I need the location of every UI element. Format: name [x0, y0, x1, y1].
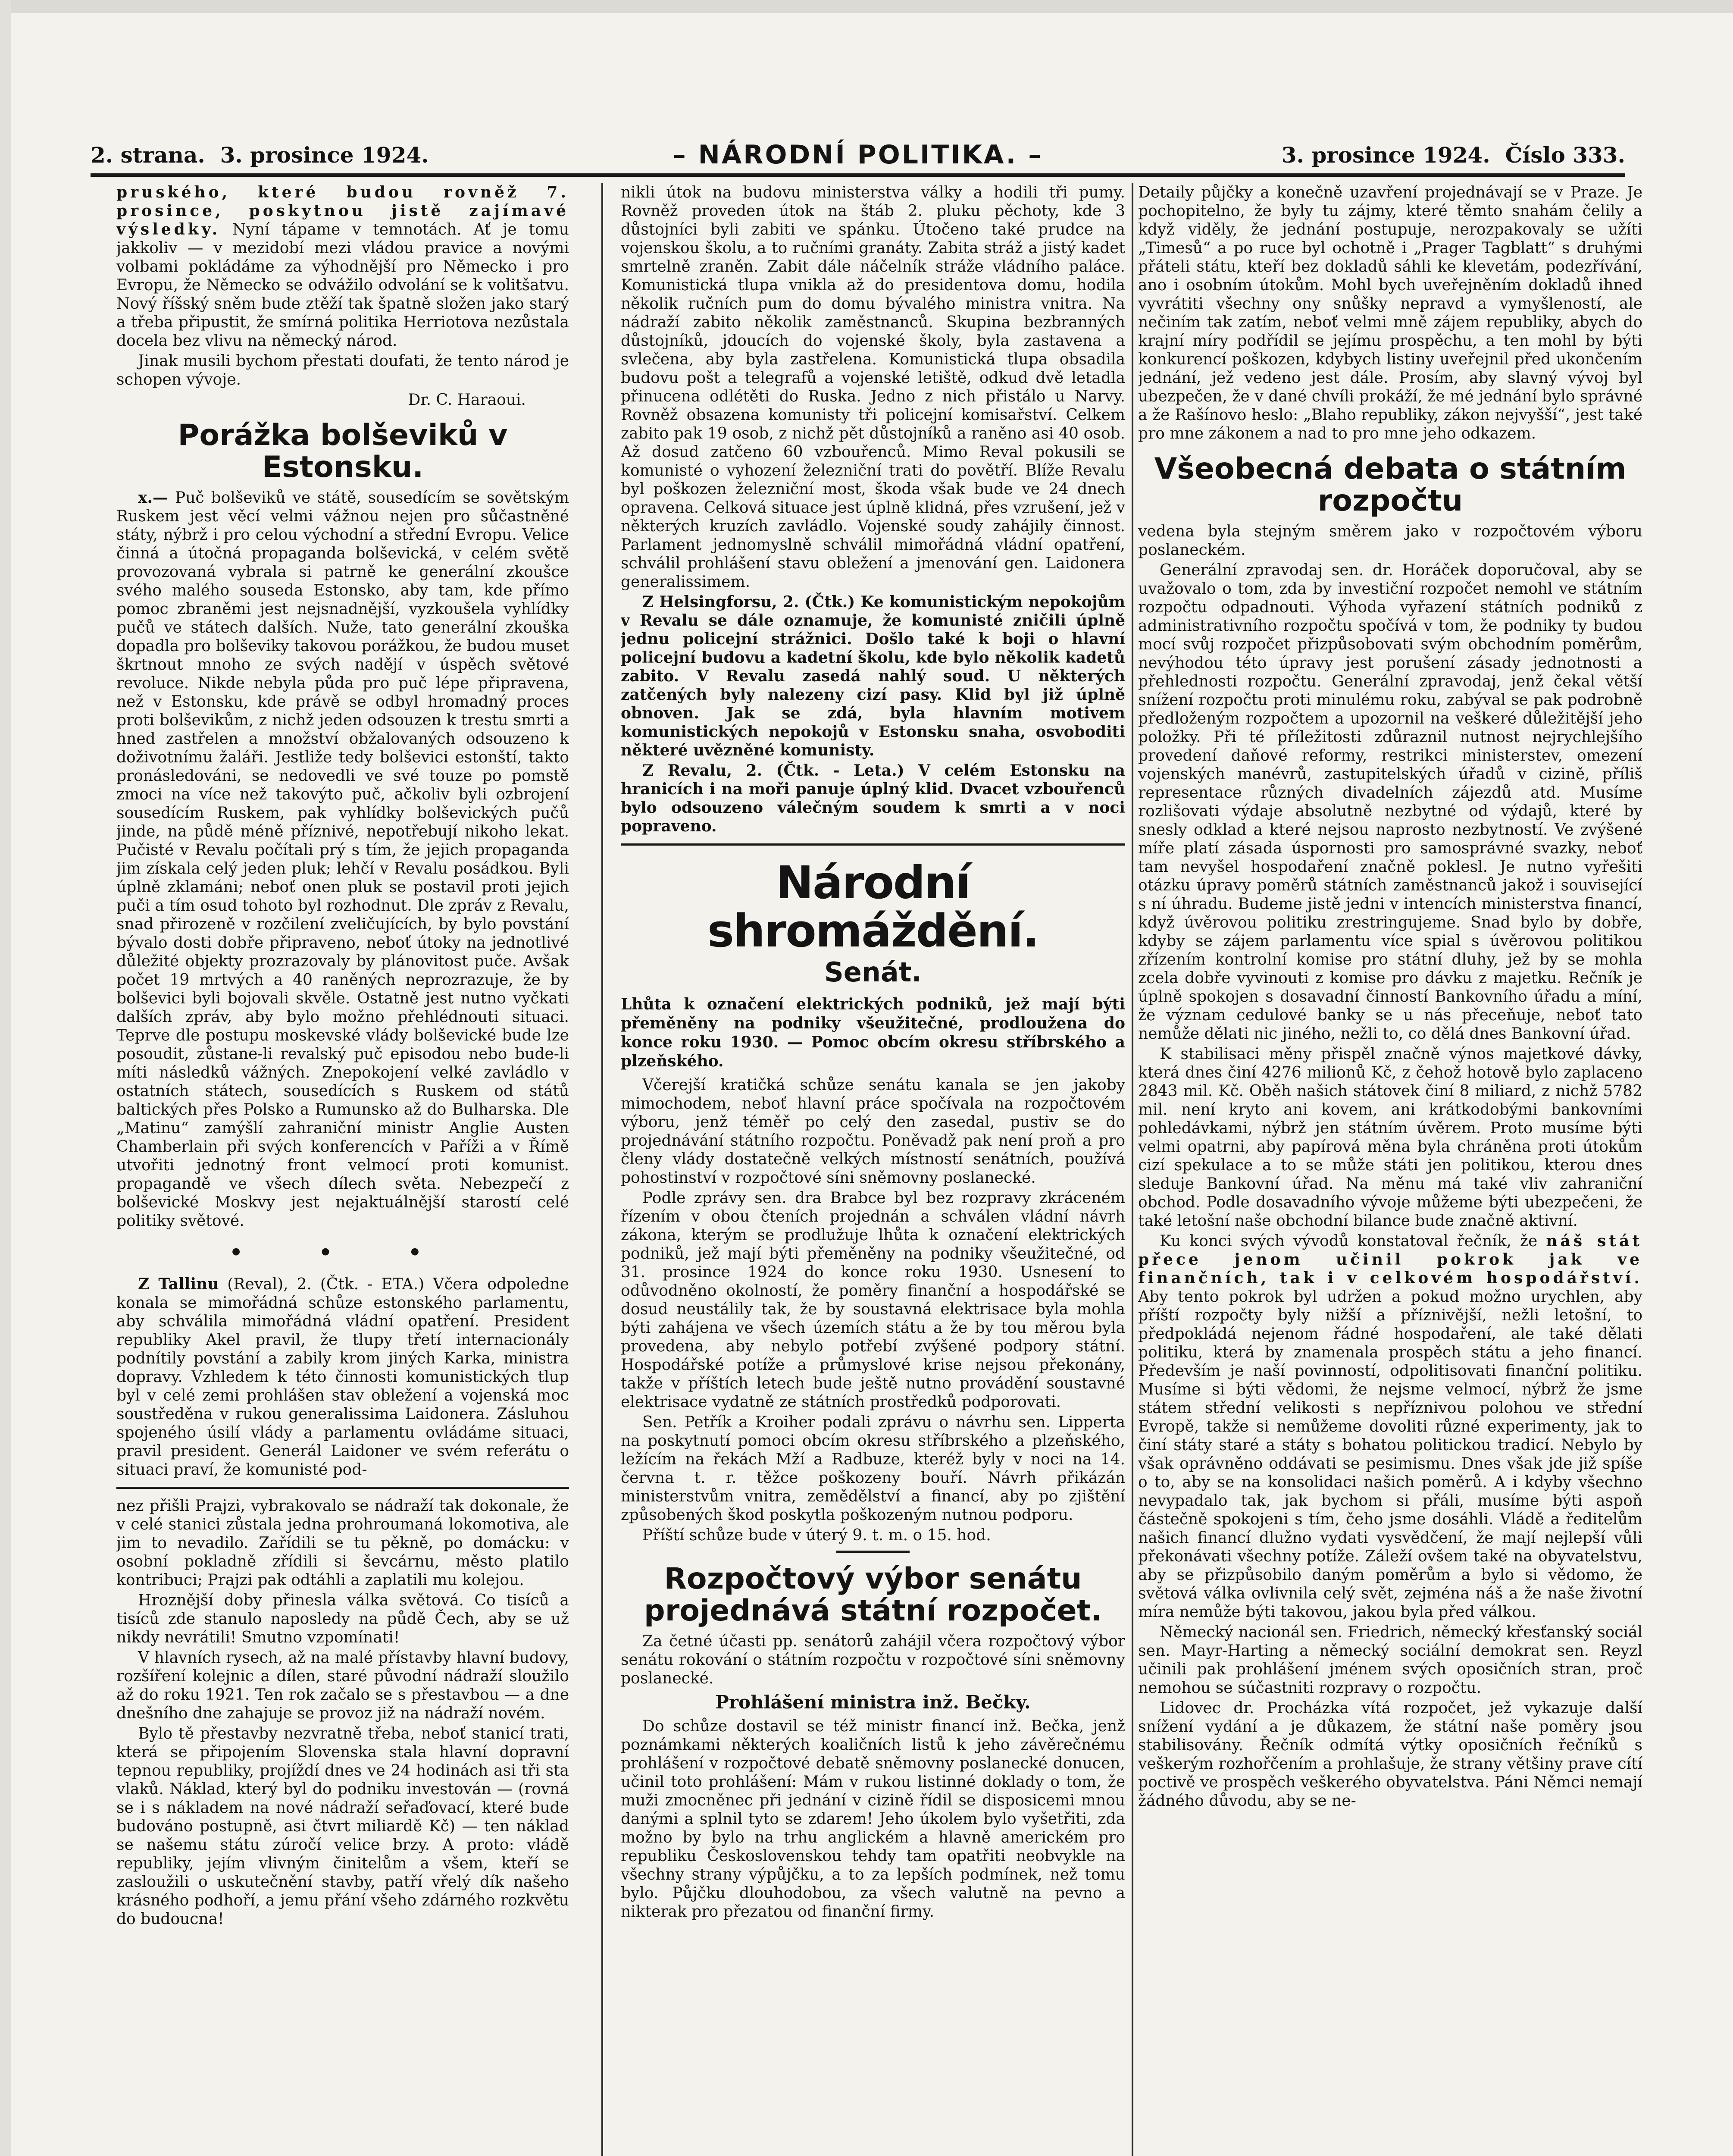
paragraph: K stabilisaci měny přispěl značně výnos majetkové dávky, která dnes činí 4276 milionů Kč, z čehož hotově bylo zaplaceno 2843 mil. Kč. Oběh našich státovek činí 8 miliard, z nichž 5782 mil. není kryto ani kovem, ani krátkodobými bankovními pohledávkami, nýbrž jen státním úvěrem. Proto musíme býti velmi opatrni, aby papírová měna byla chráněna proti útokům cizí spekulace a to se může státi jen politikou, kterou dnes sleduje Bankovní úřad. Na měnu má také vliv zahraniční obchod. Podle dosavadního vývoje můžeme býti ubezpečeni, že také letošní naše obchodní bilance bude značně aktivní.: [1138, 1045, 1642, 1230]
paragraph: Jinak musili bychom přestati doufati, že tento národ je schopen vývoje.: [116, 352, 569, 389]
page-header: [91, 142, 1625, 181]
paragraph: nez přišli Prajzi, vybrakovalo se nádraží tak dokonale, že v celé stanici zůstala jedna prohroumaná lokomotiva, ale jim to nevadilo. Zařídili se tu pěkně, po domácku: v osobní pokladně zřídili si ševcárnu, město platilo kontribuci; Prajzi pak odtáhli a zaplatili mu kolejou.: [116, 1497, 569, 1589]
scan-edge-left: [0, 0, 11, 2156]
issue-number: Číslo 333.: [1505, 142, 1625, 168]
paragraph: Německý nacionál sen. Friedrich, německý křesťanský sociál sen. Mayr-Harting a německý sociální demokrat sen. Reyzl učinili pak prohlášení jménem svých oposičních stran, proč nemohou se súčastniti rozpravy o rozpočtu.: [1138, 1623, 1642, 1697]
paragraph: [1138, 1232, 1642, 1621]
paragraph: Za četné účasti pp. senátorů zahájil včera rozpočtový výbor senátu rokování o státním rozpočtu v rozpočtové síni sněmovny poslanecké.: [621, 1633, 1125, 1687]
paragraph-text: Nyní tápame v temnotách. Ať je tomu jakkoliv — v mezidobí mezi vládou pravice a novými volbami pokládáme za výhodnější pro Německo i pro Evropu, že Německo se odvážilo odvolání se k volitšatvu. Nový říšský sněm bude ztěží tak špatně složen jako starý a třeba připustit, že smírná politika Herriotova nezůstala docela bez vlivu na německý národ.: [116, 221, 569, 350]
column-middle: [621, 183, 1125, 2156]
headline-general-debate: Všeobecná debata o státním rozpočtu: [1154, 452, 1627, 518]
dateline: Z Revalu,: [642, 761, 732, 780]
news-dispatch: [621, 761, 1125, 836]
dateline: Z Tallinu: [138, 1275, 219, 1293]
paragraph-text: Ku konci svých vývodů konstatoval řečník, že: [1160, 1232, 1546, 1250]
short-rule: [836, 1551, 910, 1553]
paragraph: Bylo tě přestavby nezvratně třeba, neboť stanicí trati, která se připojením Slovenska stala hlavní dopravní tepnou republiky, projíždí dnes ve 24 hodinách asi tři sta vlaků. Náklad, který byl do podniku investován — (rovná se i s nákladem na nové nádraží seřaďovací, které bude budováno postupně, asi čtvrt miliardě Kč) — ten náklad se našemu státu zúročí velice brzy. A proto: vládě republiky, jejím vlivným činitelům a všem, kteří se zasloužili o uskutečnění stavby, patří vřelý dík našeho krásného podhoří, a jemu přání všeho zdárného rozkvětu do budoucna!: [116, 1725, 569, 1928]
paragraph: Sen. Petřík a Kroiher podali zprávu o návrhu sen. Lipperta na poskytnutí pomoci obcím okresu stříbrského a plzeňského, ležícím na řekách Mží a Radbuze, kteréž byly v noci na 14. června t. r. těžce poškozeny bouří. Návrh přikázán ministerstvům vnitra, zemědělství a financí, aby po zjištění způsobených škod poskytla poškozeným nutnou podporu.: [621, 1413, 1125, 1524]
masthead: – NÁRODNÍ POLITIKA. –: [673, 140, 1043, 170]
column-right: [1138, 183, 1642, 2156]
headline-budget-committee: Rozpočtový výbor senátu projednává státní rozpočet.: [644, 1562, 1102, 1628]
section-rule: [116, 1487, 569, 1489]
headline-estonia: Porážka bolševiků v Estonsku.: [178, 418, 508, 484]
spaced-text: pruského, které budou rovněž 7. prosince, poskytnou jistě zajímavé výsledky.: [116, 183, 569, 238]
article-continuation: [116, 183, 569, 350]
dispatch-text: (Reval), 2. (Čtk. - ETA.) Včera odpoledne konala se mimořádná schůze estonského parlamentu, aby schválila mimořádná vládní opatření. President republiky Akel pravil, že tlupy třetí internacionály podnítily povstání a zabily krom jiných Karka, ministra dopravy. Vzhledem k této činnosti komunistických tlup byl v celé zemi prohlášen stav obležení a vojenská moc soustředěna v rukou generalissima Laidonera. Zásluhou spojeného úsilí vlády a parlamentu ovládáme situaci, pravil president. Generál Laidoner ve svém referátu o situaci praví, že komunisté pod-: [116, 1275, 569, 1479]
header-left: [91, 142, 429, 168]
paragraph: V hlavních rysech, až na malé přístavby hlavní budovy, rozšíření kolejnic a dílen, staré původní nádraží sloužilo až do roku 1921. Ten rok začalo se s přestavbou — a dne dnešního dne zahajuje se provoz již na nádraží novém.: [116, 1649, 569, 1722]
spaced-text: náš stát přece jenom učinil pokrok jak ve finančních, tak i v celkovém hospodářství.: [1138, 1232, 1642, 1287]
paragraph-text: Puč bolševiků ve státě, sousedícím se sovětským Ruskem jest věcí velmi vážnou nejen pro sůčastněné státy, nýbrž i pro celou východní a střední Evropu. Velice činná a útočná propaganda bolševická, v celém světě provozovaná vybrala si patrně ke generální zkoušce svého malého souseda Estonsko, aby tam, kde přímo pomoc zbraněmi jest nejsnadnější, vyzkoušela vyhlídky pučů ve státech dalších. Nuže, tato generální zkouška dopadla pro bolševiky takovou porážkou, že budou muset škrtnout mnoho ze svých nadějí v úspěch světové revoluce. Nikde nebyla půda pro puč lépe připravena, než v Estonsku, kde právě se odbyl hromadný proces proti bolševikům, z nichž jeden odsouzen k trestu smrti a hned zastřelen a množství obžalovaných odsouzeno k doživotnímu žaláři. Jestliže tedy bolševici estonští, takto pronásledováni, se nedovedli ve své touze po pomstě zmoci na více než takovýto puč, ačkoliv byli ozbrojení sousedícím Ruskem, pak vyhlídky bolševických pučů jinde, na půdě méně příznivé, nepotřebují nikoho lekat. Pučisté v Revalu počítali prý s tím, že jejich propaganda jim získala celý jeden pluk; lehčí v Revalu posádkou. Byli úplně zklamáni; neboť onen pluk se postavil proti jejich puči a tím osud tohoto byl rozhodnut. Dle zpráv z Revalu, snad přirozeně v rozčilení zveličujících, by bylo povstání bývalo dosti dobře připraveno, neboť útoky na jednotlivé důležité objekty prozrazovaly by plánovitost puče. Avšak počet 19 mrtvých a 40 raněných neprozrazuje, že by bolševici byli bojovali skvěle. Ostatně jest nutno vyčkati dalších zpráv, aby bylo možno přehlédnouti situaci. Teprve dle postupu moskevské vlády bolševické bude lze posoudit, zůstane-li revalský puč episodou nebo bude-li míti následků vážných. Znepokojení velké zavládlo v ostatních státech, sousedících s Ruskem od států baltických přes Polsko a Rumunsko až do Bulharska. Dle „Matinu“ zamýšlí zahraniční ministr Anglie Austen Chamberlain při svých konferencích v Paříži a v Římě utvořiti jednotný front velmocí proti komunist. propagandě ve všech dílech světa. Nebezpečí z bolševické Moskvy jest nejaktuálnější starostí celé politiky světové.: [116, 489, 569, 1230]
article-signature: Dr. C. Haraoui.: [408, 391, 526, 409]
paragraph: vedena byla stejným směrem jako v rozpočtovém výboru poslaneckém.: [1138, 523, 1642, 559]
column-divider: [601, 183, 603, 2156]
section-rule: [621, 843, 1125, 846]
paragraph-lead: x.—: [138, 489, 168, 507]
paragraph: Hroznější doby přinesla válka světová. Co tisíců a tisíců zde stanulo naposledy na půdě Čech, aby se už nikdy nevrátili! Smutno vzpomínati!: [116, 1592, 569, 1646]
paragraph: Příští schůze bude v úterý 9. t. m. o 15. hod.: [642, 1526, 991, 1544]
date-right: 3. prosince 1924.: [1281, 142, 1490, 168]
paragraph: Lidovec dr. Procházka vítá rozpočet, jež vykazuje další snížení vydání a je důkazem, že státní naše poměry jsou stabilisovány. Řečník odmítá výtky oposičních řečníků s veškerým rozhořčením a prohlašuje, že strany většiny prave cítí poctivě ve prospěch veškerého obyvatelstva. Páni Němci nemají žádného důvodu, aby se ne-: [1138, 1699, 1642, 1810]
news-dispatch: [621, 593, 1125, 760]
paragraph: Včerejší kratičká schůze senátu kanala se jen jakoby mimochodem, neboť hlavní práce spočívala na rozpočtovém výboru, jenž téměř po celý den zasedal, pustiv se do projednávání státního rozpočtu. Poněvadž pak není proň a pro členy vlády dostatečně velkých místností senátních, používá pohostinství v rozpočtové síni sněmovny poslanecké.: [621, 1076, 1125, 1187]
header-rule: [91, 173, 1625, 177]
paragraph: nikli útok na budovu ministerstva války a hodili tři pumy. Rovněž proveden útok na štáb 2. pluku pěchoty, kde 3 důstojníci byli zabiti ve spánku. Útočeno také prudce na vojenskou školu, a to ručními granáty. Zabita stráž a jistý kadet smrtelně zraněn. Zabit dále náčelník stráže vládního paláce. Komunistická tlupa vnikla až do presidentova domu, hodila několik ručních pum do domu bývalého ministra vnitra. Na nádraží zabito několik zaměstnanců. Skupina bezbranných důstojníků, jdoucích do vojenské školy, byla zastavena a svlečena, aby byla zastřelena. Komunistická tlupa obsadila budovu pošt a telegrafů a vojenské letiště, odkud dvě letadla přinucena odlétěti do Ruska. Jedno z nich přistálo u Narvy. Rovněž obsazena komunisty tři policejní komisařství. Celkem zabito pak 19 osob, z nichž pět důstojníků a raněno asi 40 osob. Až dosud zatčeno 60 vzbouřenců. Mimo Reval pokusili se komunisté o vyhození železniční trati do povětří. Blíže Revalu byl poškozen železniční most, škoda však bude ve 24 dnech opravena. Celková situace jest úplně klidná, přes vzrušení, jež v některých kruzích zavládlo. Vojenské soudy zahájily činnost. Parlament jednomyslně schválil mimořádná vládní opatření, schválil prohlášení stavu obležení a jmenování gen. Laidonera generalissimem.: [621, 184, 1125, 591]
dateline: Z Helsingforsu,: [642, 593, 777, 611]
paragraph: Podle zprávy sen. dra Brabce byl bez rozpravy zkráceném řízením v obou čteních projednán a schválen vládní návrh zákona, kterým se prodlužuje lhůta k označení elektrických podniků, jež mají býti přeměněny na podniky všeužitečné, od 31. prosince 1924 do konce roku 1930. Usnesení to odůvodněno okolností, že poměry finanční a hospodářské se dosud neustálily tak, že by soustavná elektrisace byla mohla býti zahájena ve všech územích státu a že by tou měrou byla provedena, aby nebylo potřebí zvýšené podpory státní. Hospodářské potíže a průmyslové krise nejsou překonány, takže v příštích letech bude ještě nutno provádění soustavné elektrisace vydatně ze státních prostředků podporovati.: [621, 1189, 1125, 1411]
section-separator: • • •: [229, 1241, 456, 1265]
date-left: 3. prosince 1924.: [220, 142, 429, 168]
page-label: 2. strana.: [91, 142, 205, 168]
headline-national-assembly: Národní shromáždění.: [707, 856, 1039, 957]
column-divider: [1132, 183, 1133, 2156]
paragraph: Detaily půjčky a konečně uzavření projednávají se v Praze. Je pochopitelno, že byly tu zájmy, které těmto snahám čelily a když viděly, že jednání postupuje, nerozpakovaly se užíti „Timesů“ a po ruce byl ochotně i „Prager Tagblatt“ s druhými přáteli státu, kteří bez dokladů sáhli ke klevetám, podezřívání, ano i osobním útokům. Mohl bych uveřejněním dokladů ihned vyvrátiti všechny ony snůšky nepravd a vymyšleností, ale nečiním tak zatím, neboť velmi mně zájem republiky, abych do krajní míry podřídil se jejímu prospěchu, a ten mohl by býti konkurencí poškozen, kdybych listiny uveřejnil před ukončením jednání, jež vedeno jest dále. Prosím, aby slavný vývoj byl ubezpečen, že v dané chvíli prokáží, že mé jednání bylo správné a že Rašínovo heslo: „Blaho republiky, zákon nejvyšší“, jest také pro mne zákonem a nad to pro mne jeho odkazem.: [1138, 184, 1642, 442]
article-deck: Lhůta k označení elektrických podniků, jež mají býti přeměněny na podniky všeužitečné, prodloužena do konce roku 1930. — Pomoc obcím okresu stříbrského a plzeňského.: [621, 995, 1125, 1070]
paragraph: Do schůze dostavil se též ministr financí inž. Bečka, jenž poznámkami některých koaličních listů k jeho závěrečnému prohlášení v rozpočtové debatě sněmovny poslanecké donucen, učinil toto prohlášení: Mám v rukou listinné doklady o tom, že muži zmocněnec při jednání v cizině řídil se disposicemi mnou danými a splnil tyto se zdarem! Jeho úkolem bylo vyšetřiti, zda možno by bylo na trhu anglickém a hlavně americkém pro republiku Československou tehdy tam opatřiti neobvykle na všechny strany výpůjčku, a to za lepších podmínek, než tomu bylo. Půjčku dlouhodobou, za všech valutně na pevno a nikterak pro přezatou od finanční firmy.: [621, 1717, 1125, 1921]
paragraph-text: Aby tento pokrok byl udržen a pokud možno urychlen, aby příští rozpočty byly nižší a příznivější, nežli letošní, to předpokládá nejenom řádné hospodaření, ale také dělati politiku, která by znamenala prospěch státu a jeho financí. Především je naší povinností, odpolitisovati finanční politiku. Musíme si býti vědomi, že nejsme velmocí, nýbrž že jsme státem střední velikosti s nepříznivou polohou ve střední Evropě, takže si nemůžeme dovoliti různé experimenty, jak to činí státy staré a státy s bohatou politickou tradicí. Nebylo by však oprávněno oddávati se pesimismu. Dnes však jde již spíše o to, aby se na konsolidaci našich poměrů. A i kdyby všechno nevypadalo tak, jak bychom si přáli, musíme býti aspoň částečně spokojeni s tím, čeho jsme dosáhli. Vládě a ředitelům našich financí dlužno vydati vysvědčení, že mají nejlepší vůli překonávati všechny potíže. Záleží ovšem také na obyvatelstvu, aby se přizpůsobilo daným poměrům a bylo si vědomo, že světová válka ovlivnila celý svět, zejména náš a že naše životní míra nemůže býti takovou, jakou byla před válkou.: [1138, 1288, 1642, 1621]
column-left: [116, 183, 569, 2156]
subhead-minister-statement: Prohlášení ministra inž. Bečky.: [715, 1692, 1031, 1713]
dispatch-text: 2. (Čtk. - Leta.) V celém Estonsku na hranicích i na moři panuje úplný klid. Dvacet vzbouřenců bylo odsouzeno válečným soudem k smrti a v noci popraveno.: [621, 761, 1125, 835]
paragraph: [116, 489, 569, 1230]
subhead-senate: Senát.: [824, 956, 922, 988]
dispatch-text: 2. (Čtk.) Ke komunistickým nepokojům v Revalu se dále oznamuje, že komunisté zničili úplně jednu policejní strážnici. Došlo také k boji o hlavní policejní budovu a kadetní školu, kde bylo několik kadetů zabito. V Revalu zasedá nahlý soud. U některých zatčených byly nalezeny cizí pasy. Klid byl již úplně obnoven. Jak se zdá, byla hlavním motivem komunistických nepokojů v Estonsku snaha, osvoboditi některé uvězněné komunisty.: [621, 593, 1125, 759]
news-dispatch: [116, 1275, 569, 1479]
paragraph: Generální zpravodaj sen. dr. Horáček doporučoval, aby se uvažovalo o tom, zda by investiční rozpočet nemohl ve státním rozpočtu odpadnouti. Výhoda vyřazení státních podniků z administrativního rozpočtu spočívá v tom, že podniky ty budou mocí svůj rozpočet přizpůsobovati svým obchodním poměrům, nevýhodou této úpravy jest porušení zásady jednotnosti a přehlednosti rozpočtu. Generální zpravodaj, jenž čekal větší snížení rozpočtu proti minulému roku, zabýval se pak podrobně předloženým rozpočtem a upozornil na veškeré důležitější jeho položky. Při té příležitosti zdůraznil nutnost nejrychlejšího provedení daňové reformy, restrikci ministerstev, omezení vojenských manévrů, zastupitelských úřadů v cizině, příliš representace různých divadelních zájezdů atd. Musíme rozlišovati výdaje absolutně nezbytné od výdajů, které by snesly odklad a které nejsou naprosto nezbytností. Ve zvýšené míře platí zásada úspornosti pro samosprávné svazky, neboť tam nevyšel hospodaření značně poklesl. Je nutno vyřešiti otázku úpravy poměrů státních zaměstnanců jakož i související s ní úhradu. Budeme jistě jedni v intencích ministerstva financí, když úvěrovou politiku zrestringujeme. Snad bylo by dobře, kdyby se zájem parlamentu více spial s úvěrovou politikou zřízením kontrolní komise pro státní dluhy, jež by se mohla zcela dobře vyvinouti z komise pro dávku z majetku. Rečník je úplně spokojen s dosavadní činností Bankovního úřadu a míní, že význam cedulové banky se u nás přeceňuje, neboť tato nemůže dělati nic jiného, nežli to, co dělá dnes Bankovní úřad.: [1138, 561, 1642, 1043]
scan-edge-top: [0, 0, 1733, 13]
header-right: [1282, 142, 1625, 168]
